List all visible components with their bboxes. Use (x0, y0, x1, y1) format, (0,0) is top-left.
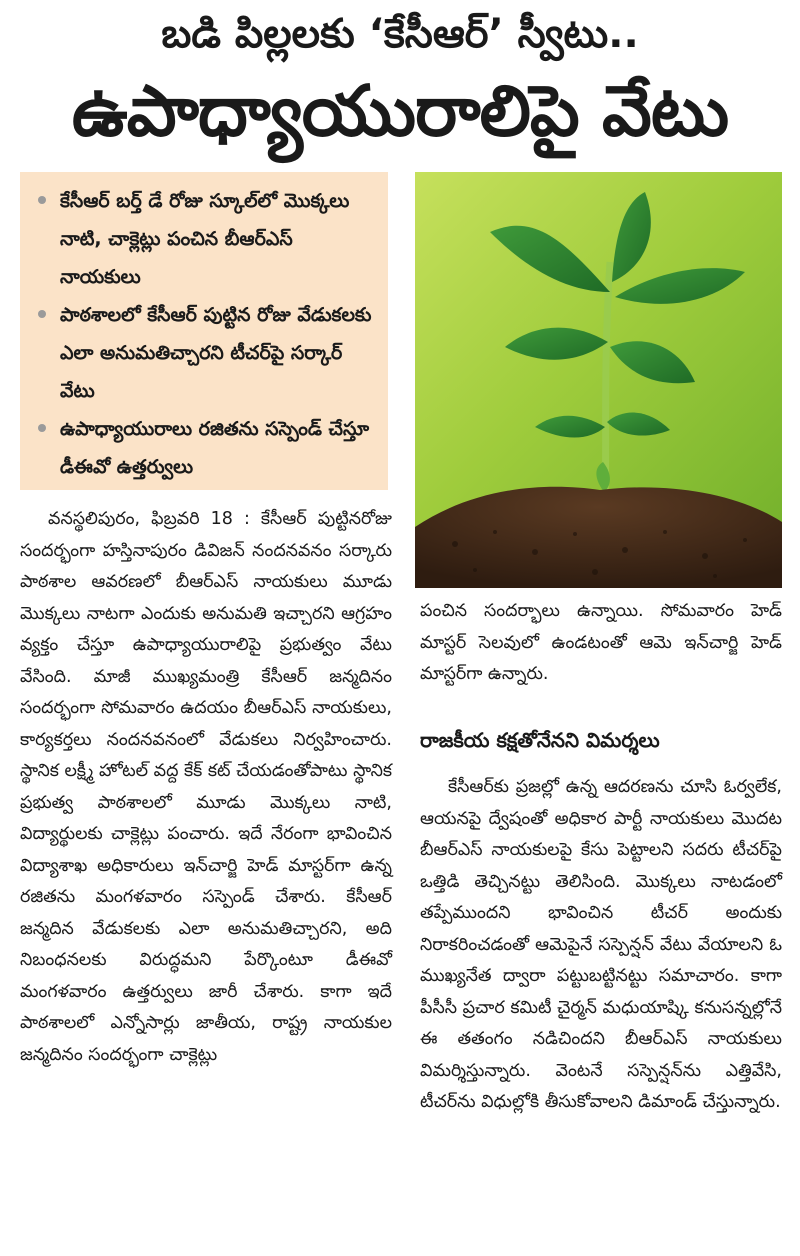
highlight-item (34, 296, 378, 410)
highlight-item (34, 182, 378, 296)
article-left-column (20, 504, 392, 1252)
article-right-bottom (420, 772, 782, 1252)
bullet-icon (38, 310, 46, 318)
highlights-box (20, 172, 388, 490)
highlight-item (34, 410, 378, 486)
article-paragraph: పంచిన సందర్భాలు ఉన్నాయి. సోమవారం హెడ్ మాస్టర్ సెలవులో ఉండటంతో ఆమె ఇన్‌చార్జి హెడ్ మాస్టర్‌గా ఉన్నారు. (420, 601, 782, 684)
headline-main: ఉపాధ్యాయురాలిపై వేటు (71, 70, 729, 152)
highlight-text: కేసీఆర్ బర్త్ డే రోజు స్కూల్‌లో మొక్కలు నాటి, చాక్లెట్లు పంచిన బీఆర్‌ఎస్ నాయకులు (60, 190, 350, 288)
headline-kicker: బడి పిల్లలకు ‘కేసీఆర్’ స్వీటు.. (161, 11, 639, 57)
plant-photo (415, 172, 782, 588)
article-subheading: రాజకీయ కక్షతోనేనని విమర్శలు (420, 728, 660, 752)
plant-seedling-icon (415, 172, 782, 588)
article-paragraph: వనస్థలిపురం, ఫిబ్రవరి 18 : కేసీఆర్ పుట్టినరోజు సందర్భంగా హస్తినాపురం డివిజన్ నందనవనం సర్కారు పాఠశాల ఆవరణలో బీఆర్ఎస్ నాయకులు మూడు మొక్కలు నాటగా ఎందుకు అనుమతి ఇచ్చారని ఆగ్రహం వ్యక్తం చేస్తూ ఉపాధ్యాయురాలిపై ప్రభుత్వం వేటు వేసింది. మాజీ ముఖ్యమంత్రి కేసీఆర్ జన్మదినం సందర్భంగా సోమవారం ఉదయం బీఆర్ఎస్ నాయకులు, కార్యకర్తలు నందనవనంలో వేడుకలు నిర్వహించారు. స్థానిక లక్ష్మీ హోటల్ వద్ద కేక్ కట్ చేయడంతోపాటు స్థానిక ప్రభుత్వ పాఠశాలలో మూడు మొక్కలు నాటి, విద్యార్థులకు చాక్లెట్లు పంచారు. ఇదే నేరంగా భావించిన విద్యాశాఖ అధికారులు ఇన్‌చార్జి హెడ్ మాస్టర్‌గా ఉన్న రజితను మంగళవారం సస్పెండ్ చేశారు. కేసీఆర్ జన్మదిన వేడుకలకు ఎలా అనుమతిచ్చారని, అది నిబంధనలకు విరుద్ధమని పేర్కొంటూ డీఈవో మంగళవారం ఉత్తర్వులు జారీ చేశారు. కాగా ఇదే పాఠశాలలో ఎన్నోసార్లు జాతీయ, రాష్ట్ర నాయకుల జన్మదినం సందర్భంగా చాక్లెట్లు (20, 509, 392, 1065)
article-right-top (420, 596, 782, 706)
article-paragraph: కేసీఆర్‌కు ప్రజల్లో ఉన్న ఆదరణను చూసి ఓర్వలేక, ఆయనపై ద్వేషంతో అధికార పార్టీ నాయకులు మొదట బీఆర్ఎస్ నాయకులపై కేసు పెట్టాలని సదరు టీచర్‌పై ఒత్తిడి తెచ్చినట్టు తెలిసింది. మొక్కలు నాటడంలో తప్పేముందని భావించిన టీచర్ అందుకు నిరాకరించడంతో ఆమెపైనే సస్పెన్షన్ వేటు వేయాలని ఓ ముఖ్యనేత ద్వారా పట్టుబట్టినట్టు సమాచారం. కాగా పీసీసీ ప్రచార కమిటీ చైర్మన్ మధుయాష్కి కనుసన్నల్లోనే ఈ తతంగం నడిచిందని బీఆర్ఎస్ నాయకులు విమర్శిస్తున్నారు. వెంటనే సస్పెన్షన్‌ను ఎత్తివేసి, టీచర్‌ను విధుల్లోకి తీసుకోవాలని డిమాండ్ చేస్తున్నారు. (420, 777, 782, 1112)
highlight-text: పాఠశాలలో కేసీఆర్ పుట్టిన రోజు వేడుకలకు ఎలా అనుమతిచ్చారని టీచర్‌పై సర్కార్ వేటు (60, 304, 372, 402)
bullet-icon (38, 424, 46, 432)
bullet-icon (38, 196, 46, 204)
highlight-text: ఉపాధ్యాయురాలు రజితను సస్పెండ్ చేస్తూ డీఈవో ఉత్తర్వులు (60, 418, 370, 478)
